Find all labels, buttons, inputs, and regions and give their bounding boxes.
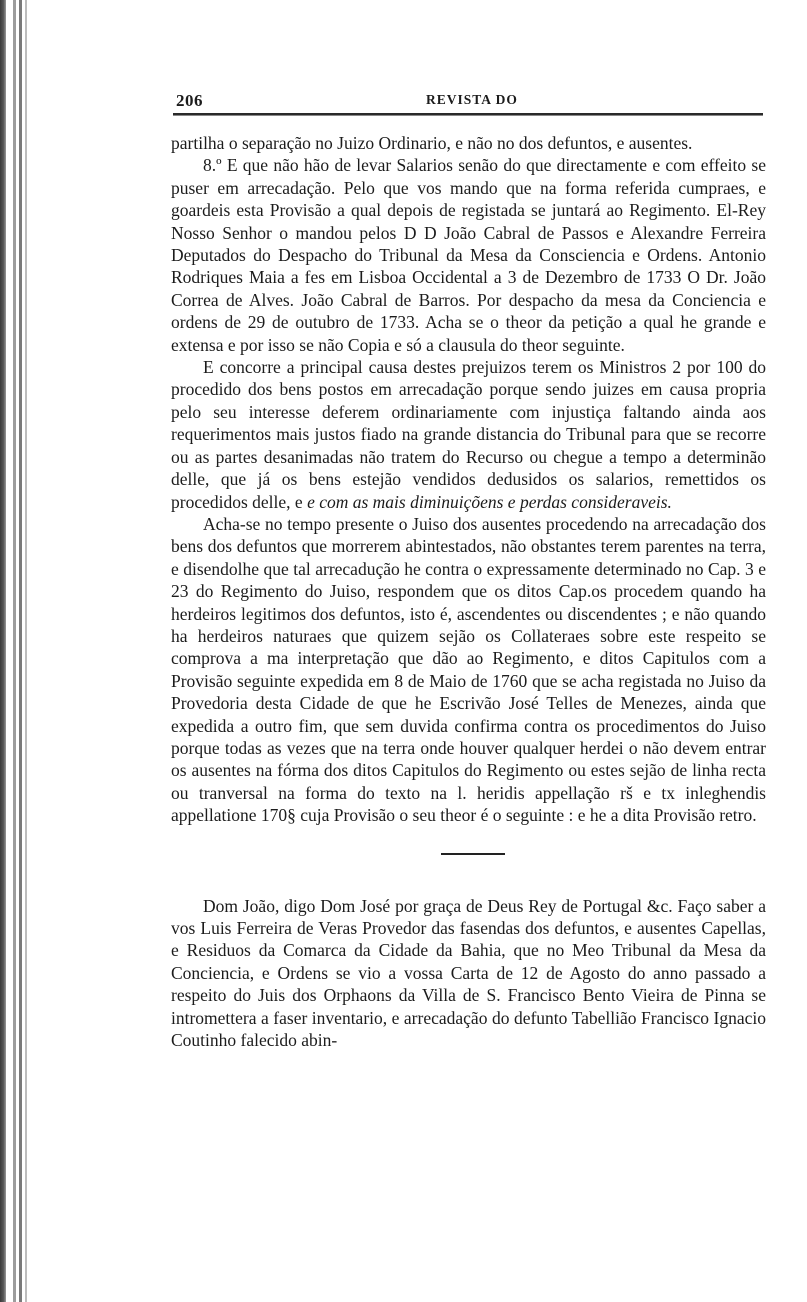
paragraph-ministers-cause — [171, 356, 766, 513]
paragraph-juiso-ausentes: Acha-se no tempo presente o Juiso dos ausentes procedendo na arrecadação dos bens dos defuntos que morrerem abintestados, não obstantes terem parentes na terra, e disendolhe que tal arrecadução he contra o expressamente determinado no Cap. 3 e 23 do Regimento do Juiso, respondem que os ditos Cap.os procedem quando ha herdeiros legitimos dos defuntos, isto é, ascendentes ou discendentes ; e não quando ha herdeiros naturaes que quizem sejão os Collateraes sobre este respeito se comprova a ma interpretação que dão ao Regimento, e ditos Capitulos com a Provisão seguinte expedida em 8 de Maio de 1760 que se acha registada no Juiso da Provedoria desta Cidade de que he Escrivão José Telles de Menezes, ainda que expedida a outro fim, que sem duvida confirma contra os procedimentos do Juiso porque todas as vezes que na terra onde houver qualquer herdei o não devem entrar os ausentes na fórma dos ditos Capitulos do Regimento ou estes sejão de linha recta ou tranversal na forma do texto na l. heridis appellação rš e tx inleghendis appellatione 170§ cuja Provisão o seu theor é o seguinte : e he a dita Provisão retro. — [171, 513, 766, 826]
paragraph-continuation: partilha o separação no Juizo Ordinario, e não no dos defuntos, e ausentes. — [171, 133, 693, 153]
header-rule — [173, 113, 763, 116]
paragraph-article-8: 8.º E que não hão de levar Salarios senão do que directamente e com effeito se puser em arrecadação. Pelo que vos mando que na forma referida cumpraes, e goardeis esta Provisão a qual depois de registada se juntará ao Regimento. El-Rey Nosso Senhor o mandou pelos D D João Cabral de Passos e Alexandre Ferreira Deputados do Despacho do Tribunal da Mesa da Consciencia e Ordens. Antonio Rodriques Maia a fes em Lisboa Occidental a 3 de Dezembro de 1733 O Dr. João Correa de Alves. João Cabral de Barros. Por despacho da mesa da Conciencia e ordens de 29 de outubro de 1733. Acha se o theor da petição a qual he grande e extensa e por isso se não Copia e só a clausula do theor seguinte. — [171, 155, 766, 355]
paragraph-provisao: Dom João, digo Dom José por graça de Deus Rey de Portugal &c. Faço saber a vos Luis Ferreira de Veras Provedor das fasendas dos defuntos, e ausentes Capellas, e Residuos da Comarca da Cidade da Bahia, que no Meo Tribunal da Mesa da Conciencia, e Ordens se vio a vossa Carta de 12 de Agosto do anno passado a respeito do Juis dos Orphaons da Villa de S. Francisco Bento Vieira de Pinna se intromettera a faser inventario, e arrecadação do defunto Tabellião Francisco Ignacio Coutinho falecido abin- — [171, 895, 766, 1051]
body-text — [171, 132, 766, 1051]
journal-title: REVISTA DO — [426, 92, 518, 107]
scanned-page — [171, 88, 766, 1051]
binding-line — [13, 0, 16, 1302]
paragraph-text: E concorre a principal causa destes prejuizos terem os Ministros 2 por 100 do procedido dos bens postos em arrecadação porque sendo juizes em causa propria pelo seu interesse deferem ordinariamente com injustiça faltando ainda aos requerimentos mais justos fiado na grande distancia do Tribunal para que se recorre ou as partes desanimadas não tratem do Recurso ou chegue a tempo a determinão delle, que já os bens estejão vendidos dedusidos os salarios, remettidos os procedidos delle, e — [171, 357, 766, 512]
binding-shadow — [0, 0, 6, 1302]
running-head — [171, 88, 766, 110]
page-number: 206 — [176, 91, 203, 110]
binding-line — [19, 0, 22, 1302]
italic-phrase: e com as mais diminuiçõens e perdas consideraveis. — [307, 491, 672, 512]
binding-line — [25, 0, 27, 1302]
section-divider — [441, 853, 505, 855]
book-binding-edge — [0, 0, 34, 1302]
